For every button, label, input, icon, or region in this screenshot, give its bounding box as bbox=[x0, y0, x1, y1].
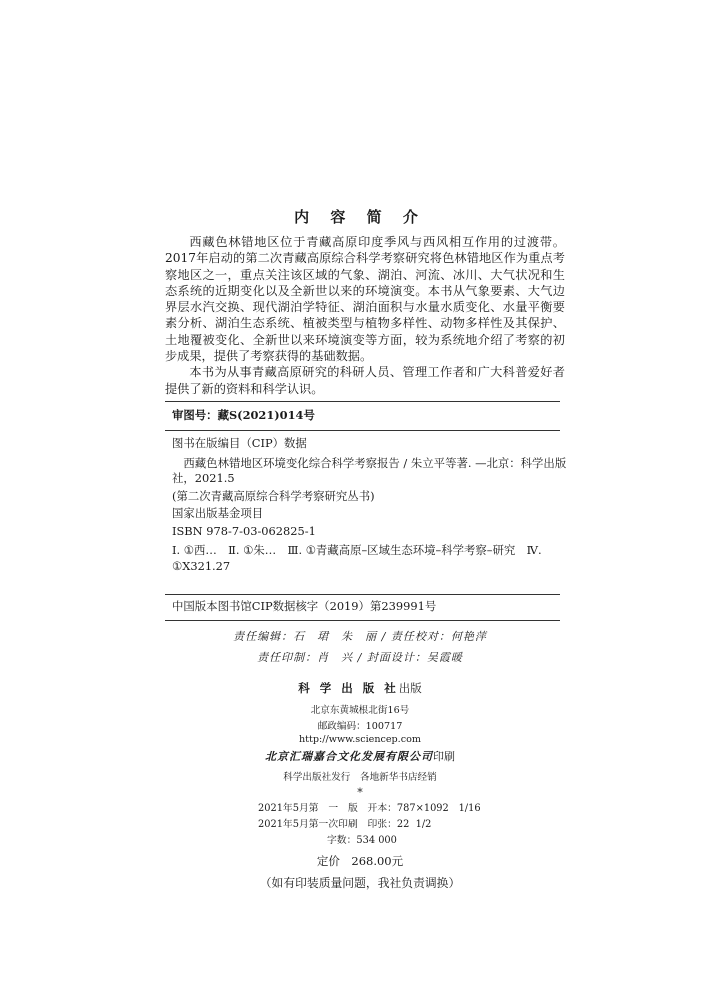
summary-paragraph: 西藏色林错地区位于青藏高原印度季风与西风相互作用的过渡带。2017年启动的第二次青藏高原综合科学考察研究将色林错地区作为重点考察地区之一，重点关注该区域的气象、湖泊、河流、冰川、大气状况和生态系统的近期变化以及全新世以来的环境演变。本书从气象要素、大气边界层水汽交换、现代湖泊学特征、湖泊面积与水量水质变化、水量平衡要素分析、湖泊生态系统、植被类型与植物多样性、动物多样性及其保护、土地覆被变化、全新世以来环境演变等方面，较为系统地介绍了考察的初步成果，提供了考察获得的基础数据。 bbox=[165, 235, 565, 364]
publisher-address: 北京东黄城根北街16号 bbox=[310, 705, 410, 716]
publisher-postcode: 邮政编码：100717 bbox=[317, 721, 403, 732]
cip-data bbox=[172, 436, 572, 574]
cip-fund: 国家出版基金项目 bbox=[172, 506, 264, 520]
divider bbox=[165, 430, 560, 431]
cip-heading: 图书在版编目（CIP）数据 bbox=[172, 436, 307, 450]
publisher-line bbox=[0, 680, 720, 696]
summary-paragraph: 本书为从事青藏高原研究的科研人员、管理工作者和广大科普爱好者提供了新的资料和科学认识。 bbox=[165, 365, 565, 396]
staff-editors: 责任编辑：石 珺 朱 丽 / 责任校对：何艳萍 bbox=[233, 630, 487, 643]
printer-line bbox=[0, 748, 720, 764]
summary-body bbox=[165, 234, 565, 397]
publisher-suffix: 出版 bbox=[398, 681, 422, 695]
printing-line: 2021年5月第一次印刷 印张：22 1/2 bbox=[258, 819, 432, 830]
map-review-number: 审图号：藏S(2021)014号 bbox=[172, 408, 315, 422]
cip-entry: 西藏色林错地区环境变化综合科学考察报告 / 朱立平等著. —北京：科学出版社，2021.5 bbox=[172, 455, 567, 485]
edition-line: 2021年5月第 一 版 开本：787×1092 1/16 bbox=[258, 803, 481, 814]
publisher-name: 科 学 出 版 社 bbox=[298, 681, 399, 695]
cip-series: (第二次青藏高原综合科学考察研究丛书) bbox=[172, 488, 375, 503]
publisher-website: http://www.sciencep.com bbox=[299, 734, 421, 745]
word-count: 字数：534 000 bbox=[327, 835, 397, 846]
cip-isbn: ISBN 978-7-03-062825-1 bbox=[172, 523, 316, 538]
divider bbox=[165, 594, 560, 595]
quality-note: （如有印装质量问题，我社负责调换） bbox=[259, 876, 461, 890]
distribution-line: 科学出版社发行 各地新华书店经销 bbox=[283, 772, 437, 783]
divider bbox=[165, 401, 560, 402]
staff-production: 责任印制：肖 兴 / 封面设计：吴霞暖 bbox=[257, 651, 463, 664]
divider bbox=[165, 620, 560, 621]
separator-star: * bbox=[357, 786, 363, 799]
price: 定价 268.00元 bbox=[316, 854, 404, 868]
printer-suffix: 印刷 bbox=[433, 750, 455, 763]
printer-name: 北京汇瑞嘉合文化发展有限公司 bbox=[265, 750, 433, 763]
cip-classification: Ⅰ. ①西… Ⅱ. ①朱… Ⅲ. ①青藏高原–区域生态环境–科学考察–研究 Ⅳ. ①X321.27 bbox=[172, 543, 542, 573]
summary-title: 内 容 简 介 bbox=[294, 208, 426, 226]
cip-record-number: 中国版本图书馆CIP数据核字（2019）第239991号 bbox=[172, 599, 437, 613]
